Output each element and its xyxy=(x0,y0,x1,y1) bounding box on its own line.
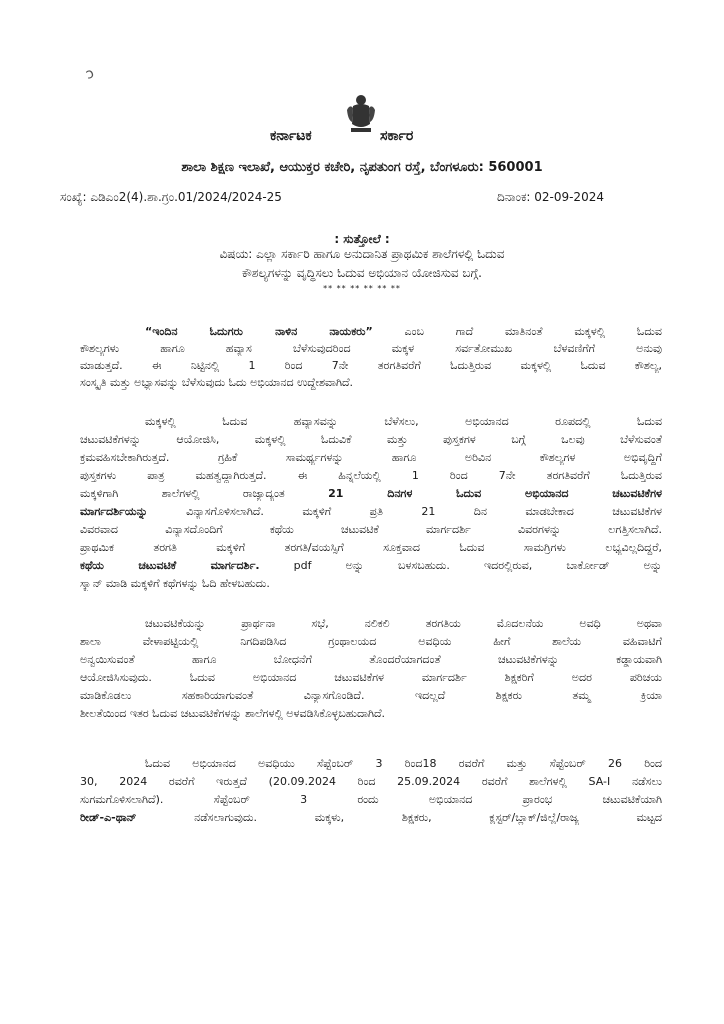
paragraph-4-line-4 xyxy=(80,810,662,825)
paragraph-2-line-4: ಪುಸ್ತಕಗಳು ಪಾತ್ರ ಮಹತ್ವದ್ದಾಗಿರುತ್ತದೆ. ಈ ಹಿನ್ನಲೆಯಲ್ಲಿ 1 ರಿಂದ 7ನೇ ತರಗತಿವರೆಗೆ ಓದುತ್ತಿರುವ xyxy=(80,469,662,482)
handwritten-mark: ɔ xyxy=(83,65,97,83)
paragraph-2-line-10: ಸ್ಕ್ಯಾನ್ ಮಾಡಿ ಮಕ್ಕಳಿಗೆ ಕಥೆಗಳನ್ನು ಓದಿ ಹೇಳಬಹುದು. xyxy=(80,577,270,590)
state-name-left: ಕರ್ನಾಟಕ xyxy=(270,128,312,144)
paragraph-2-line-7: ವಿವರವಾದ ವಿನ್ಯಾಸದೊಂದಿಗೆ ಕಥೆಯ ಚಟುವಟಿಕೆ ಮಾರ್ಗದರ್ಶಿ ವಿವರಗಳನ್ನು ಲಗತ್ತಿಸಲಾಗಿದೆ. xyxy=(80,523,662,536)
subject-line-2: ಕೌಶಲ್ಯಗಳನ್ನು ವೃದ್ಧಿಸಲು ಓದುವ ಅಭಿಯಾನ ಯೋಜಿಸುವ ಬಗ್ಗೆ. xyxy=(242,266,482,280)
paragraph-2-line-5 xyxy=(80,486,662,501)
paragraph-2-line-9 xyxy=(80,558,662,573)
reference-number: ಸಂಖ್ಯೆ: ಎಡಿಎಂ2(4).ಶಾ.ಗ್ರಂ.01/2024/2024-25 xyxy=(60,190,282,204)
story-guide-highlight: ಕಥೆಯ ಚಟುವಟಿಕೆ ಮಾರ್ಗದರ್ಶಿ. xyxy=(80,559,260,572)
paragraph-2-line-5-text: ಮಕ್ಕಳಿಗಾಗಿ ಶಾಲೆಗಳಲ್ಲಿ ರಾಜ್ಯಾದ್ಯಂತ xyxy=(80,487,329,500)
state-emblem-icon xyxy=(344,94,378,134)
slogan: “ಇಂದಿನ ಓದುಗರು ನಾಳಿನ ನಾಯಕರು” xyxy=(145,325,373,338)
paragraph-2-line-2: ಚಟುವಟಿಕೆಗಳನ್ನು ಆಯೋಜಿಸಿ, ಮಕ್ಕಳಲ್ಲಿ ಓದುವಿಕೆ ಮತ್ತು ಪುಸ್ತಕಗಳ ಬಗ್ಗೆ ಒಲವು ಬೆಳೆಸುವಂತೆ xyxy=(80,433,662,446)
paragraph-2-line-8: ಪ್ರಾಥಮಿಕ ತರಗತಿ ಮಕ್ಕಳಿಗೆ ತರಗತಿ/ವಯಸ್ಸಿಗೆ ಸೂಕ್ತವಾದ ಓದುವ ಸಾಮಗ್ರಿಗಳು ಲಭ್ಯವಿಲ್ಲದಿದ್ದರೆ, xyxy=(80,541,662,554)
paragraph-1-line-1 xyxy=(145,324,662,339)
paragraph-3-line-1: ಚಟುವಟಿಕೆಯನ್ನು ಪ್ರಾರ್ಥನಾ ಸಭೆ, ನಲಿಕಲಿ ತರಗತಿಯ ಮೊದಲನೆಯ ಅವಧಿ ಅಥವಾ xyxy=(145,617,662,630)
paragraph-1-line-4: ಸಂಸ್ಕೃತಿ ಮತ್ತು ಅಭ್ಯಾಸವನ್ನು ಬೆಳೆಸುವುದು ಓದು ಅಭಿಯಾನದ ಉದ್ದೇಶವಾಗಿದೆ. xyxy=(80,376,354,389)
paragraph-2-line-9-text: pdf ಅನ್ನು ಬಳಸಬಹುದು. ಇದರಲ್ಲಿರುವ, ಬಾರ್ಕೋಡ್ ಅನ್ನು xyxy=(259,559,662,572)
department-address: ಶಾಲಾ ಶಿಕ್ಷಣ ಇಲಾಖೆ, ಆಯುಕ್ತರ ಕಚೇರಿ, ನೃಪತುಂಗ ರಸ್ತೆ, ಬೆಂಗಳೂರು: 560001 xyxy=(181,160,543,175)
separator-stars: ** ** ** ** ** ** xyxy=(323,284,401,293)
paragraph-3-line-6: ಶೀಲತೆಯಿಂದ ಇತರ ಓದುವ ಚಟುವಟಿಕೆಗಳನ್ನು ಶಾಲೆಗಳಲ್ಲಿ ಅಳವಡಿಸಿಕೊಳ್ಳಬಹುದಾಗಿದೆ. xyxy=(80,707,386,720)
campaign-highlight: 21 ದಿನಗಳ ಓದುವ ಅಭಿಯಾನದ ಚಟುವಟಿಕೆಗಳ xyxy=(328,487,662,500)
circular-title: : ಸುತ್ತೋಲೆ : xyxy=(334,232,390,246)
paragraph-1-line-3: ಮಾಡುತ್ತದೆ. ಈ ನಿಟ್ಟಿನಲ್ಲಿ 1 ರಿಂದ 7ನೇ ತರಗತಿವರೆಗೆ ಓದುತ್ತಿರುವ ಮಕ್ಕಳಲ್ಲಿ ಓದುವ ಕೌಶಲ್ಯ, xyxy=(80,359,662,372)
paragraph-1-line-2: ಕೌಶಲ್ಯಗಳು ಹಾಗೂ ಹವ್ಯಾಸ ಬೆಳೆಸುವುದರಿಂದ ಮಕ್ಕಳ ಸರ್ವತೋಮುಖ ಬೆಳವಣಿಗೆಗೆ ಅನುವು xyxy=(80,342,662,355)
paragraph-4-line-3: ಸುಗಮಗೊಳಿಸಲಾಗಿದೆ). ಸೆಪ್ಟೆಂಬರ್ 3 ರಂದು ಅಭಿಯಾನದ ಪ್ರಾರಂಭ ಚಟುವಟಿಕೆಯಾಗಿ xyxy=(80,793,662,806)
paragraph-2-line-6 xyxy=(80,504,662,519)
read-a-thon-highlight: ರೀಡ್-ಎ-ಥಾನ್ xyxy=(80,811,137,824)
state-name-right: ಸರ್ಕಾರ xyxy=(380,128,414,144)
paragraph-4-line-2: 30, 2024 ರವರೆಗೆ ಇರುತ್ತದೆ (20.09.2024 ರಿಂದ 25.09.2024 ರವರೆಗೆ ಶಾಲೆಗಳಲ್ಲಿ SA-I ನಡೆಸಲು xyxy=(80,775,662,788)
paragraph-2-line-6-text: ವಿನ್ಯಾಸಗೊಳಿಸಲಾಗಿದೆ. ಮಕ್ಕಳಿಗೆ ಪ್ರತಿ 21 ದಿನ ಮಾಡಬೇಕಾದ ಚಟುವಟಿಕೆಗಳ xyxy=(147,505,662,518)
paragraph-4-line-1: ಓದುವ ಅಭಿಯಾನದ ಅವಧಿಯು ಸೆಪ್ಟೆಂಬರ್ 3 ರಿಂದ18 ರವರೆಗೆ ಮತ್ತು ಸೆಪ್ಟೆಂಬರ್ 26 ರಿಂದ xyxy=(145,757,662,770)
paragraph-1-line-1-text: ಎಂಬ ಗಾದೆ ಮಾತಿನಂತೆ ಮಕ್ಕಳಲ್ಲಿ ಓದುವ xyxy=(372,325,662,338)
document-date: ದಿನಾಂಕ: 02-09-2024 xyxy=(497,190,604,204)
paragraph-3-line-3: ಅನ್ವಯಿಸುವಂತೆ ಹಾಗೂ ಬೋಧನೆಗೆ ತೊಂದರೆಯಾಗದಂತೆ ಚಟುವಟಿಕೆಗಳನ್ನು ಕಡ್ಡಾಯವಾಗಿ xyxy=(80,653,662,666)
paragraph-3-line-4: ಆಯೋಜಿಸಿಸುವುದು. ಓದುವ ಅಭಿಯಾನದ ಚಟುವಟಿಕೆಗಳ ಮಾರ್ಗದರ್ಶಿ ಶಿಕ್ಷಕರಿಗೆ ಅದರ ಪರಿಚಯ xyxy=(80,671,662,684)
paragraph-4-line-4-text: ನಡೆಸಲಾಗುವುದು. ಮಕ್ಕಳು, ಶಿಕ್ಷಕರು, ಕ್ಲಸ್ಟರ್/ಬ್ಲಾಕ್/ಜಿಲ್ಲೆ/ರಾಜ್ಯ ಮಟ್ಟದ xyxy=(136,811,662,824)
paragraph-2-line-1: ಮಕ್ಕಳಲ್ಲಿ ಓದುವ ಹವ್ಯಾಸವನ್ನು ಬೆಳೆಸಲು, ಅಭಿಯಾನದ ರೂಪದಲ್ಲಿ ಓದುವ xyxy=(145,415,662,428)
paragraph-2-line-3: ಕ್ರಮವಹಿಸಬೇಕಾಗಿರುತ್ತದೆ. ಗ್ರಹಿಕೆ ಸಾಮರ್ಥ್ಯಗಳನ್ನು ಹಾಗೂ ಅರಿವಿನ ಕೌಶಲ್ಯಗಳ ಅಭಿವೃದ್ಧಿಗೆ xyxy=(80,451,662,464)
guide-highlight: ಮಾರ್ಗದರ್ಶಿಯನ್ನು xyxy=(80,505,148,518)
subject-line-1: ವಿಷಯ: ಎಲ್ಲಾ ಸರ್ಕಾರಿ ಹಾಗೂ ಅನುದಾನಿತ ಪ್ರಾಥಮಿಕ ಶಾಲೆಗಳಲ್ಲಿ ಓದುವ xyxy=(219,247,505,261)
paragraph-3-line-2: ಶಾಲಾ ವೇಳಾಪಟ್ಟಿಯಲ್ಲಿ ನಿಗದಿಪಡಿಸಿದ ಗ್ರಂಥಾಲಯದ ಅವಧಿಯ ಹೀಗೆ ಶಾಲೆಯ ವಹಿವಾಟಿಗೆ xyxy=(80,635,662,648)
paragraph-3-line-5: ಮಾಡಿಕೊಡಲು ಸಹಕಾರಿಯಾಗುವಂತೆ ವಿನ್ಯಾಸಗೊಂಡಿದೆ. ಇದಲ್ಲದೆ ಶಿಕ್ಷಕರು ತಮ್ಮ ಕ್ರಿಯಾ xyxy=(80,689,662,702)
